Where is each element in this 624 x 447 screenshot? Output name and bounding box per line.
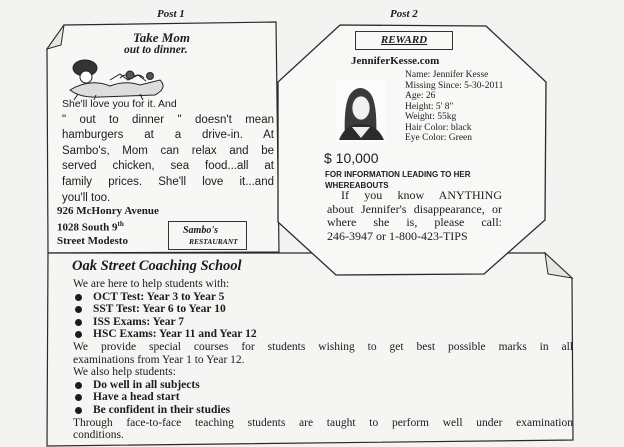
detail-missing-since: Missing Since: 5-30-2011	[405, 80, 504, 91]
oak-intro: We are here to help students with:	[73, 278, 230, 290]
post1-line-4: served chicken, sea food...all at	[62, 160, 274, 173]
oak-courses-line-2: examinations from Year 1 to Year 12.	[73, 353, 245, 366]
post1-line-1: " out to dinner " doesn't mean	[62, 113, 274, 126]
list-item: OCT Test: Year 3 to Year 5	[73, 291, 573, 304]
bullet-icon	[75, 382, 82, 389]
bullet-icon	[75, 319, 82, 326]
detail-name: Name: Jennifer Kesse	[405, 70, 489, 80]
post1-body	[62, 97, 274, 206]
oak-closing-line-1: Through face-to-face teaching students are taught to perform well under examination	[73, 416, 573, 429]
reward-amount: $ 10,000	[324, 150, 379, 166]
reward-info: FOR INFORMATION LEADING TO HER WHEREABOUTS	[325, 170, 471, 190]
list-item: Have a head start	[73, 391, 573, 404]
reward-heading: REWARD	[355, 31, 453, 50]
detail-weight: Weight: 55kg	[405, 112, 457, 122]
post2-website: JenniferKesse.com	[351, 55, 440, 67]
bullet-icon	[75, 407, 82, 414]
oak-test-list	[73, 291, 573, 341]
call-line-2: about Jennifer's disappearance, or	[327, 201, 502, 216]
post2-call-to-action	[327, 189, 502, 243]
oak-fold	[545, 253, 572, 278]
call-line-3: where she is, please call:	[327, 215, 502, 229]
call-line-1: If you know ANYTHING	[341, 188, 502, 202]
oak-courses-line-1: We provide special courses for students wishing to get best possible marks in all	[73, 340, 573, 353]
list-item: Do well in all subjects	[73, 379, 573, 392]
oak-help-list	[73, 379, 573, 417]
jennifer-portrait	[336, 80, 386, 142]
bullet-icon	[75, 306, 82, 313]
post1-line-last: you'll too.	[62, 191, 111, 204]
list-item: HSC Exams: Year 11 and Year 12	[73, 328, 573, 341]
post1-line-3: Sambo's, Mom can relax and be	[62, 144, 274, 157]
post1-label: Post 1	[157, 8, 185, 20]
address-line-1: 926 McHonry Avenue	[57, 205, 159, 217]
oak-body	[73, 278, 573, 442]
bullet-icon	[75, 394, 82, 401]
post1-address	[57, 205, 159, 248]
list-item: ISS Exams: Year 7	[73, 316, 573, 329]
post1-lead: She'll love you for it. And	[62, 98, 177, 110]
bullet-icon	[75, 331, 82, 338]
address-line-3: Street Modesto	[57, 234, 128, 247]
oak-closing-line-2: conditions.	[73, 429, 124, 442]
restaurant-logo-box	[168, 221, 247, 250]
detail-eye-color: Eye Color: Green	[405, 133, 473, 143]
call-line-4: 246-3947 or 1-800-423-TIPS	[327, 228, 468, 243]
missing-person-details	[405, 70, 503, 144]
detail-hair-color: Hair Color: black	[405, 122, 472, 133]
post1-title: Take Mom	[133, 30, 190, 45]
restaurant-type: RESTAURANT	[189, 237, 238, 246]
bullet-icon	[75, 294, 82, 301]
post2-label: Post 2	[390, 8, 418, 20]
post1-line-2: hamburgers at a drive-in. At	[62, 129, 274, 142]
detail-age: Age: 26	[405, 91, 436, 101]
detail-height: Height: 5' 8"	[405, 101, 454, 112]
list-item: SST Test: Year 6 to Year 10	[73, 303, 573, 316]
restaurant-name: Sambo's	[183, 225, 219, 236]
oak-also: We also help students:	[73, 366, 176, 379]
oak-title: Oak Street Coaching School	[72, 258, 242, 274]
post1-subtitle: out to dinner.	[124, 44, 188, 56]
list-item: Be confident in their studies	[73, 404, 573, 417]
address-line-2: 1028 South 9th	[57, 220, 124, 234]
post1-line-5: family prices. She'll love it...and	[62, 175, 274, 188]
